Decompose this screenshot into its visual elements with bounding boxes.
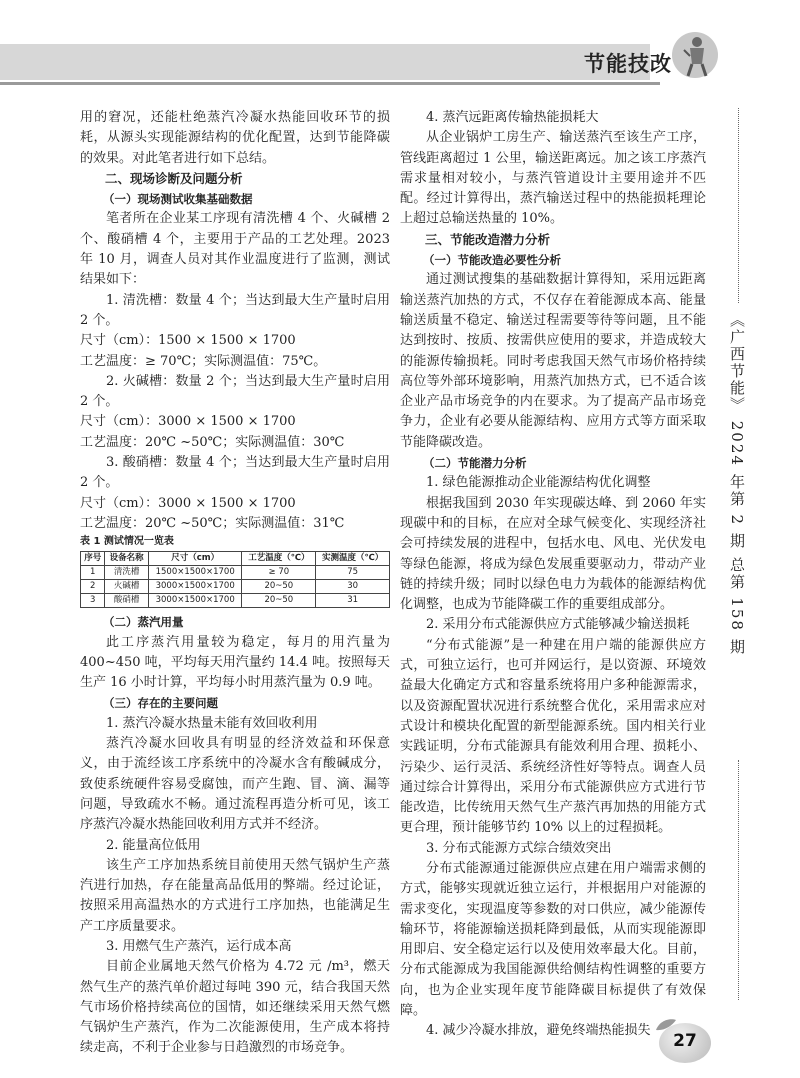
left-column — [80, 108, 390, 1059]
right-column — [400, 108, 706, 1042]
worker-logo-icon — [670, 30, 720, 80]
table-header: 尺寸（cm） — [148, 552, 242, 566]
table-cell: 20~50 — [242, 580, 316, 594]
paragraph: 此工序蒸汽用量较为稳定，每月的用汽量为 400~450 吨，平均每天用汽量约 14.4 吨。按照每天生产 16 小时计算，平均每小时用蒸汽量为 0.9 吨。 — [80, 634, 390, 691]
item-heading: 3. 用燃气生产蒸汽，运行成本高 — [106, 938, 292, 954]
subsection-heading: （一）现场测试收集基础数据 — [103, 192, 253, 207]
table-header: 序号 — [81, 552, 105, 566]
table-cell: 75 — [316, 566, 390, 580]
table-cell: 清洗槽 — [105, 566, 148, 580]
table-cell: 31 — [316, 594, 390, 608]
paragraph: 笔者所在企业某工序现有清洗槽 4 个、火碱槽 2 个、酸硝槽 4 个，主要用于产品的工艺处理。2023 年 10 月，调查人员对其作业温度进行了监测，测试结果如下： — [80, 211, 390, 288]
table-cell: 2 — [81, 580, 105, 594]
paragraph: 蒸汽冷凝水回收具有明显的经济效益和环保意义，由于流经该工序系统中的冷凝水含有酸碱成分，致使系统硬件容易受腐蚀，而产生跑、冒、滴、漏等问题，导致疏水不畅。通过流程再造分析可见，该工序蒸汽冷凝水热能回收利用方式并不经济。 — [80, 736, 390, 833]
list-item: 工艺温度：20℃ ~50℃；实际测温值：30℃ — [80, 434, 345, 450]
item-heading: 1. 蒸汽冷凝水热量未能有效回收利用 — [106, 715, 318, 731]
journal-issue-label: 《广西节能》 2024 年第 2 期 总第 158 期 — [728, 312, 746, 656]
table-cell: 酸硝槽 — [105, 594, 148, 608]
subsection-heading: （二）蒸汽用量 — [103, 615, 184, 630]
paragraph: 通过测试搜集的基础数据计算得知，采用远距离输送蒸汽加热的方式，不仅存在着能源成本高、能量输送质量不稳定、输送过程需要等待等问题，且不能达到按时、按质、按需供应使用的要求，并造成较大的能源传输损耗。同时考虑我国天然气市场价格持续高位等外部环境影响，用蒸汽加热方式，已不适合该企业产品市场竞争的内在要求。为了提高产品市场竞争力，企业有必要从能源结构、应用方式等方面采取节能降碳改造。 — [400, 272, 706, 450]
table-cell: 1500×1500×1700 — [148, 566, 242, 580]
list-item: 尺寸（cm）：3000 × 1500 × 1700 — [80, 495, 296, 511]
list-item: 尺寸（cm）：3000 × 1500 × 1700 — [80, 414, 296, 430]
header-band — [0, 44, 650, 80]
item-heading: 2. 能量高位低用 — [106, 837, 201, 853]
subsection-heading: （三）存在的主要问题 — [103, 696, 218, 711]
list-item: 尺寸（cm）：1500 × 1500 × 1700 — [80, 333, 296, 349]
side-dotted-rule — [738, 760, 739, 1000]
paragraph: 该生产工序加热系统目前使用天然气锅炉生产蒸汽进行加热，存在能量高品低用的弊端。经过论证，按照采用高温热水的方式进行工序加热，也能满足生产工序质量要求。 — [80, 857, 390, 934]
paragraph: 分布式能源通过能源供应点建在用户端需求侧的方式，能够实现就近独立运行，并根据用户对能源的需求变化，实现温度等参数的对口供应，减少能源传输环节，将能源输送损耗降到最低，从而实现能源即用即启、安全稳定运行以及使用效率最大化。目前，分布式能源成为我国能源供给侧结构性调整的重要方向，也为企业实现年度节能降碳目标提供了有效保障。 — [400, 860, 706, 1019]
list-item: 工艺温度：20℃ ~50℃；实际测温值：31℃ — [80, 515, 345, 531]
paragraph: “分布式能源”是一种建在用户端的能源供应方式，可独立运行，也可并网运行，是以资源、环境效益最大化确定方式和容量系统将用户多种能源需求，以及资源配置状况进行系统整合优化，采用需求应对式设计和模块化配置的新型能源系统。国内相关行业实践证明，分布式能源具有能效利用合理、损耗小、污染少、运行灵活、系统经济性好等特点。调查人员通过综合计算得出，采用分布式能源供应方式进行节能改造，比传统用天然气生产蒸汽再加热的用能方式更合理，预计能够节约 10% 以上的过程损耗。 — [400, 637, 706, 836]
table-cell: 1 — [81, 566, 105, 580]
table-header: 设备名称 — [105, 552, 148, 566]
table-header: 实测温度（℃） — [316, 552, 390, 566]
list-item: 工艺温度：≥ 70℃；实际测温值：75℃。 — [80, 353, 327, 369]
table-cell: 3 — [81, 594, 105, 608]
table-row — [81, 594, 390, 608]
page-number: 27 — [673, 1031, 697, 1051]
section-heading: 二、现场诊断及问题分析 — [105, 170, 243, 186]
list-item: 3. 酸硝槽：数量 4 个；当达到最大生产量时启用 2 个。 — [80, 455, 390, 491]
list-item: 1. 清洗槽：数量 4 个；当达到最大生产量时启用 2 个。 — [80, 292, 390, 328]
paragraph: 用的窘况，还能杜绝蒸汽冷凝水热能回收环节的损耗，从源头实现能源结构的优化配置，达到节能降碳的效果。对此笔者进行如下总结。 — [80, 110, 390, 166]
paragraph: 根据我国到 2030 年实现碳达峰、到 2060 年实现碳中和的目标，在应对全球气候变化、实现经济社会可持续发展的进程中，包括水电、风电、光伏发电等绿色能源，将成为绿色发展重要驱动力，带动产业链的持续升级；同时以绿色电力为载体的能源结构优化调整，也成为节能降碳工作的重要组成部分。 — [400, 495, 706, 613]
section-label: 节能技改 — [584, 52, 672, 76]
side-dotted-rule — [738, 108, 739, 303]
list-item: 2. 火碱槽：数量 2 个；当达到最大生产量时启用 2 个。 — [80, 373, 390, 410]
item-heading: 4. 减少冷凝水排放，避免终端热能损失 — [426, 1023, 651, 1039]
table-cell: 3000×1500×1700 — [148, 594, 242, 608]
table-cell: 火碱槽 — [105, 580, 148, 594]
table-header-row — [81, 552, 390, 566]
table-cell: 20~50 — [242, 594, 316, 608]
section-heading: 三、节能改造潜力分析 — [425, 231, 551, 247]
item-heading: 4. 蒸汽远距离传输热能损耗大 — [426, 110, 599, 125]
subsection-heading: （二）节能潜力分析 — [423, 456, 527, 471]
test-results-table — [80, 551, 390, 608]
table-cell: ≥ 70 — [242, 566, 316, 580]
table-cell: 3000×1500×1700 — [148, 580, 242, 594]
item-heading: 2. 采用分布式能源供应方式能够减少输送损耗 — [426, 617, 690, 633]
table-row — [81, 566, 390, 580]
item-heading: 3. 分布式能源方式综合绩效突出 — [426, 840, 612, 856]
table-row — [81, 580, 390, 594]
header-rule — [0, 82, 660, 85]
paragraph: 目前企业属地天然气价格为 4.72 元 /m³，燃天然气生产的蒸汽单价超过每吨 390 元，结合我国天然气市场价格持续高位的国情，如还继续采用天然气燃气锅炉生产蒸汽，作为二次能源使用，生产成本将持续走高，不利于企业参与日趋激烈的市场竞争。 — [80, 959, 390, 1056]
item-heading: 1. 绿色能源推动企业能源结构优化调整 — [426, 475, 651, 491]
table-caption: 表 1 测试情况一览表 — [80, 536, 174, 548]
subsection-heading: （一）节能改造必要性分析 — [423, 253, 561, 268]
paragraph: 从企业锅炉工房生产、输送蒸汽至该生产工序，管线距离超过 1 公里，输送距离远。加之该工序蒸汽需求量相对较小，与蒸汽管道设计主要用途并不匹配。经过计算得出，蒸汽输送过程中的热能损耗理论上超过总输送热量的 10%。 — [400, 130, 706, 227]
table-header: 工艺温度（℃） — [242, 552, 316, 566]
table-cell: 30 — [316, 580, 390, 594]
